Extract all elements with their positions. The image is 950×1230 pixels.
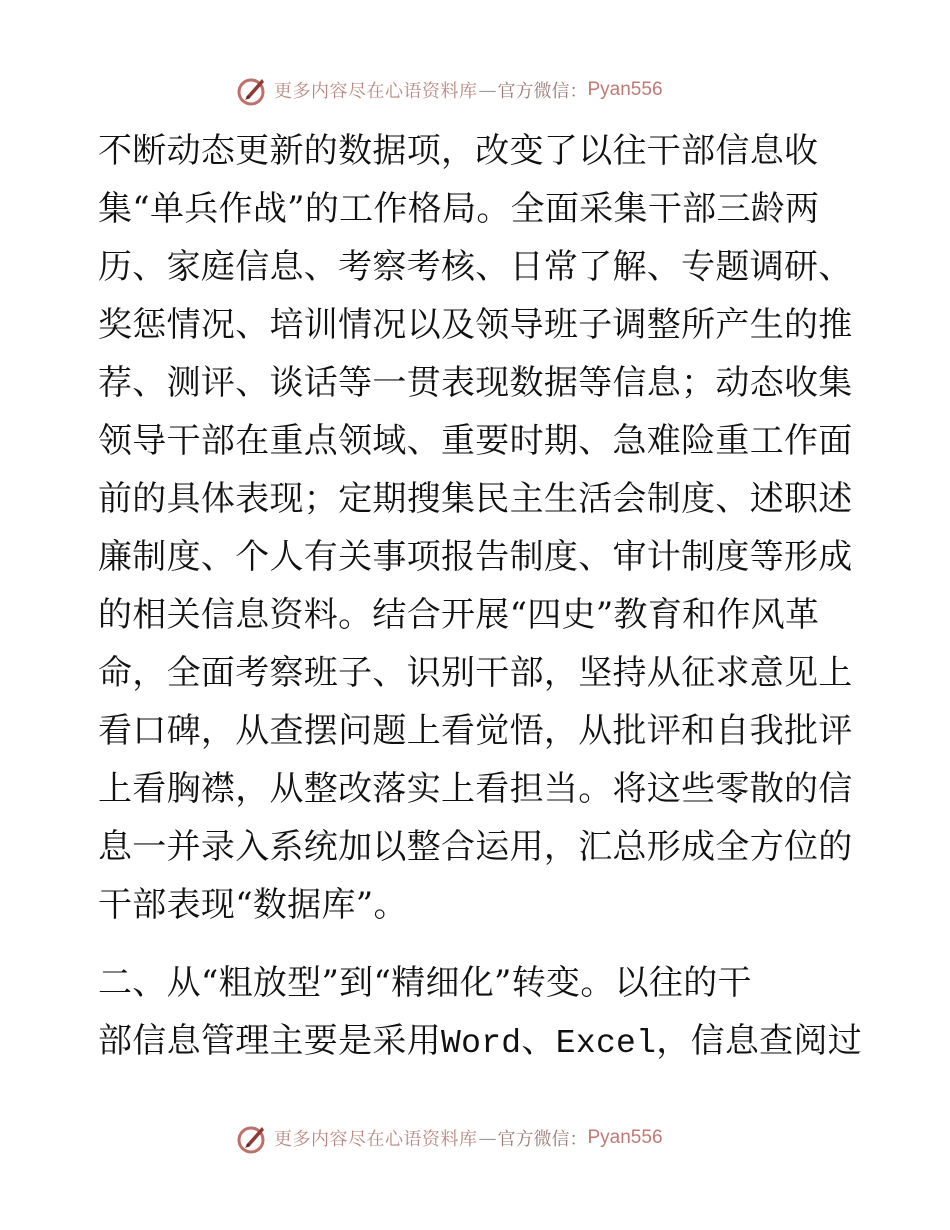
text-line: 奖惩情况、培训情况以及领导班子调整所产生的推 — [98, 305, 853, 345]
text-line: 看口碑，从查摆问题上看觉悟，从批评和自我批评 — [98, 711, 853, 751]
document-body — [98, 122, 863, 1070]
watermark-contact-label: 官方微信： — [497, 81, 588, 102]
watermark-contact-id: Pyan556 — [587, 79, 663, 100]
text-line: 息一并录入系统加以整合运用，汇总形成全方位的 — [98, 827, 853, 867]
text-line: 集“单兵作战”的工作格局。全面采集干部三龄两 — [98, 189, 820, 229]
text-word-label: Word — [441, 1025, 522, 1062]
text-segment: ，信息查阅过 — [656, 1021, 863, 1061]
watermark-text: 更多内容尽在心语资料库 — [274, 81, 478, 102]
text-segment: 部信息管理主要是采用 — [98, 1021, 441, 1061]
text-excel-label: Excel — [555, 1025, 657, 1062]
watermark-contact-label: 官方微信： — [497, 1129, 588, 1150]
quill-circle-logo-icon — [236, 1121, 270, 1155]
paragraph-2 — [98, 954, 863, 1070]
watermark-dash: — — [478, 79, 497, 101]
text-line: 上看胸襟，从整改落实上看担当。将这些零散的信 — [98, 769, 853, 809]
text-line: 廉制度、个人有关事项报告制度、审计制度等形成 — [98, 537, 853, 577]
section-heading-line: 二、从“粗放型”到“精细化”转变。以往的干 — [98, 963, 752, 1003]
watermark-contact-id: Pyan556 — [587, 1127, 663, 1148]
paragraph-1 — [98, 122, 853, 934]
header-watermark — [236, 72, 663, 108]
text-separator: 、 — [521, 1021, 556, 1061]
quill-circle-logo-icon — [236, 73, 270, 107]
text-line: 命，全面考察班子、识别干部，坚持从征求意见上 — [98, 653, 853, 693]
text-line: 领导干部在重点领域、重要时期、急难险重工作面 — [98, 421, 853, 461]
text-line: 历、家庭信息、考察考核、日常了解、专题调研、 — [98, 247, 853, 287]
watermark-text: 更多内容尽在心语资料库 — [274, 1129, 478, 1150]
text-line: 干部表现“数据库”。 — [98, 885, 408, 925]
watermark-dash: — — [478, 1127, 497, 1149]
text-line-mixed — [98, 1012, 863, 1070]
text-line: 不断动态更新的数据项，改变了以往干部信息收 — [98, 131, 819, 171]
footer-watermark — [236, 1120, 663, 1156]
text-line: 荐、测评、谈话等一贯表现数据等信息；动态收集 — [98, 363, 853, 403]
text-line: 前的具体表现；定期搜集民主生活会制度、述职述 — [98, 479, 853, 519]
text-line: 的相关信息资料。结合开展“四史”教育和作风革 — [98, 595, 820, 635]
